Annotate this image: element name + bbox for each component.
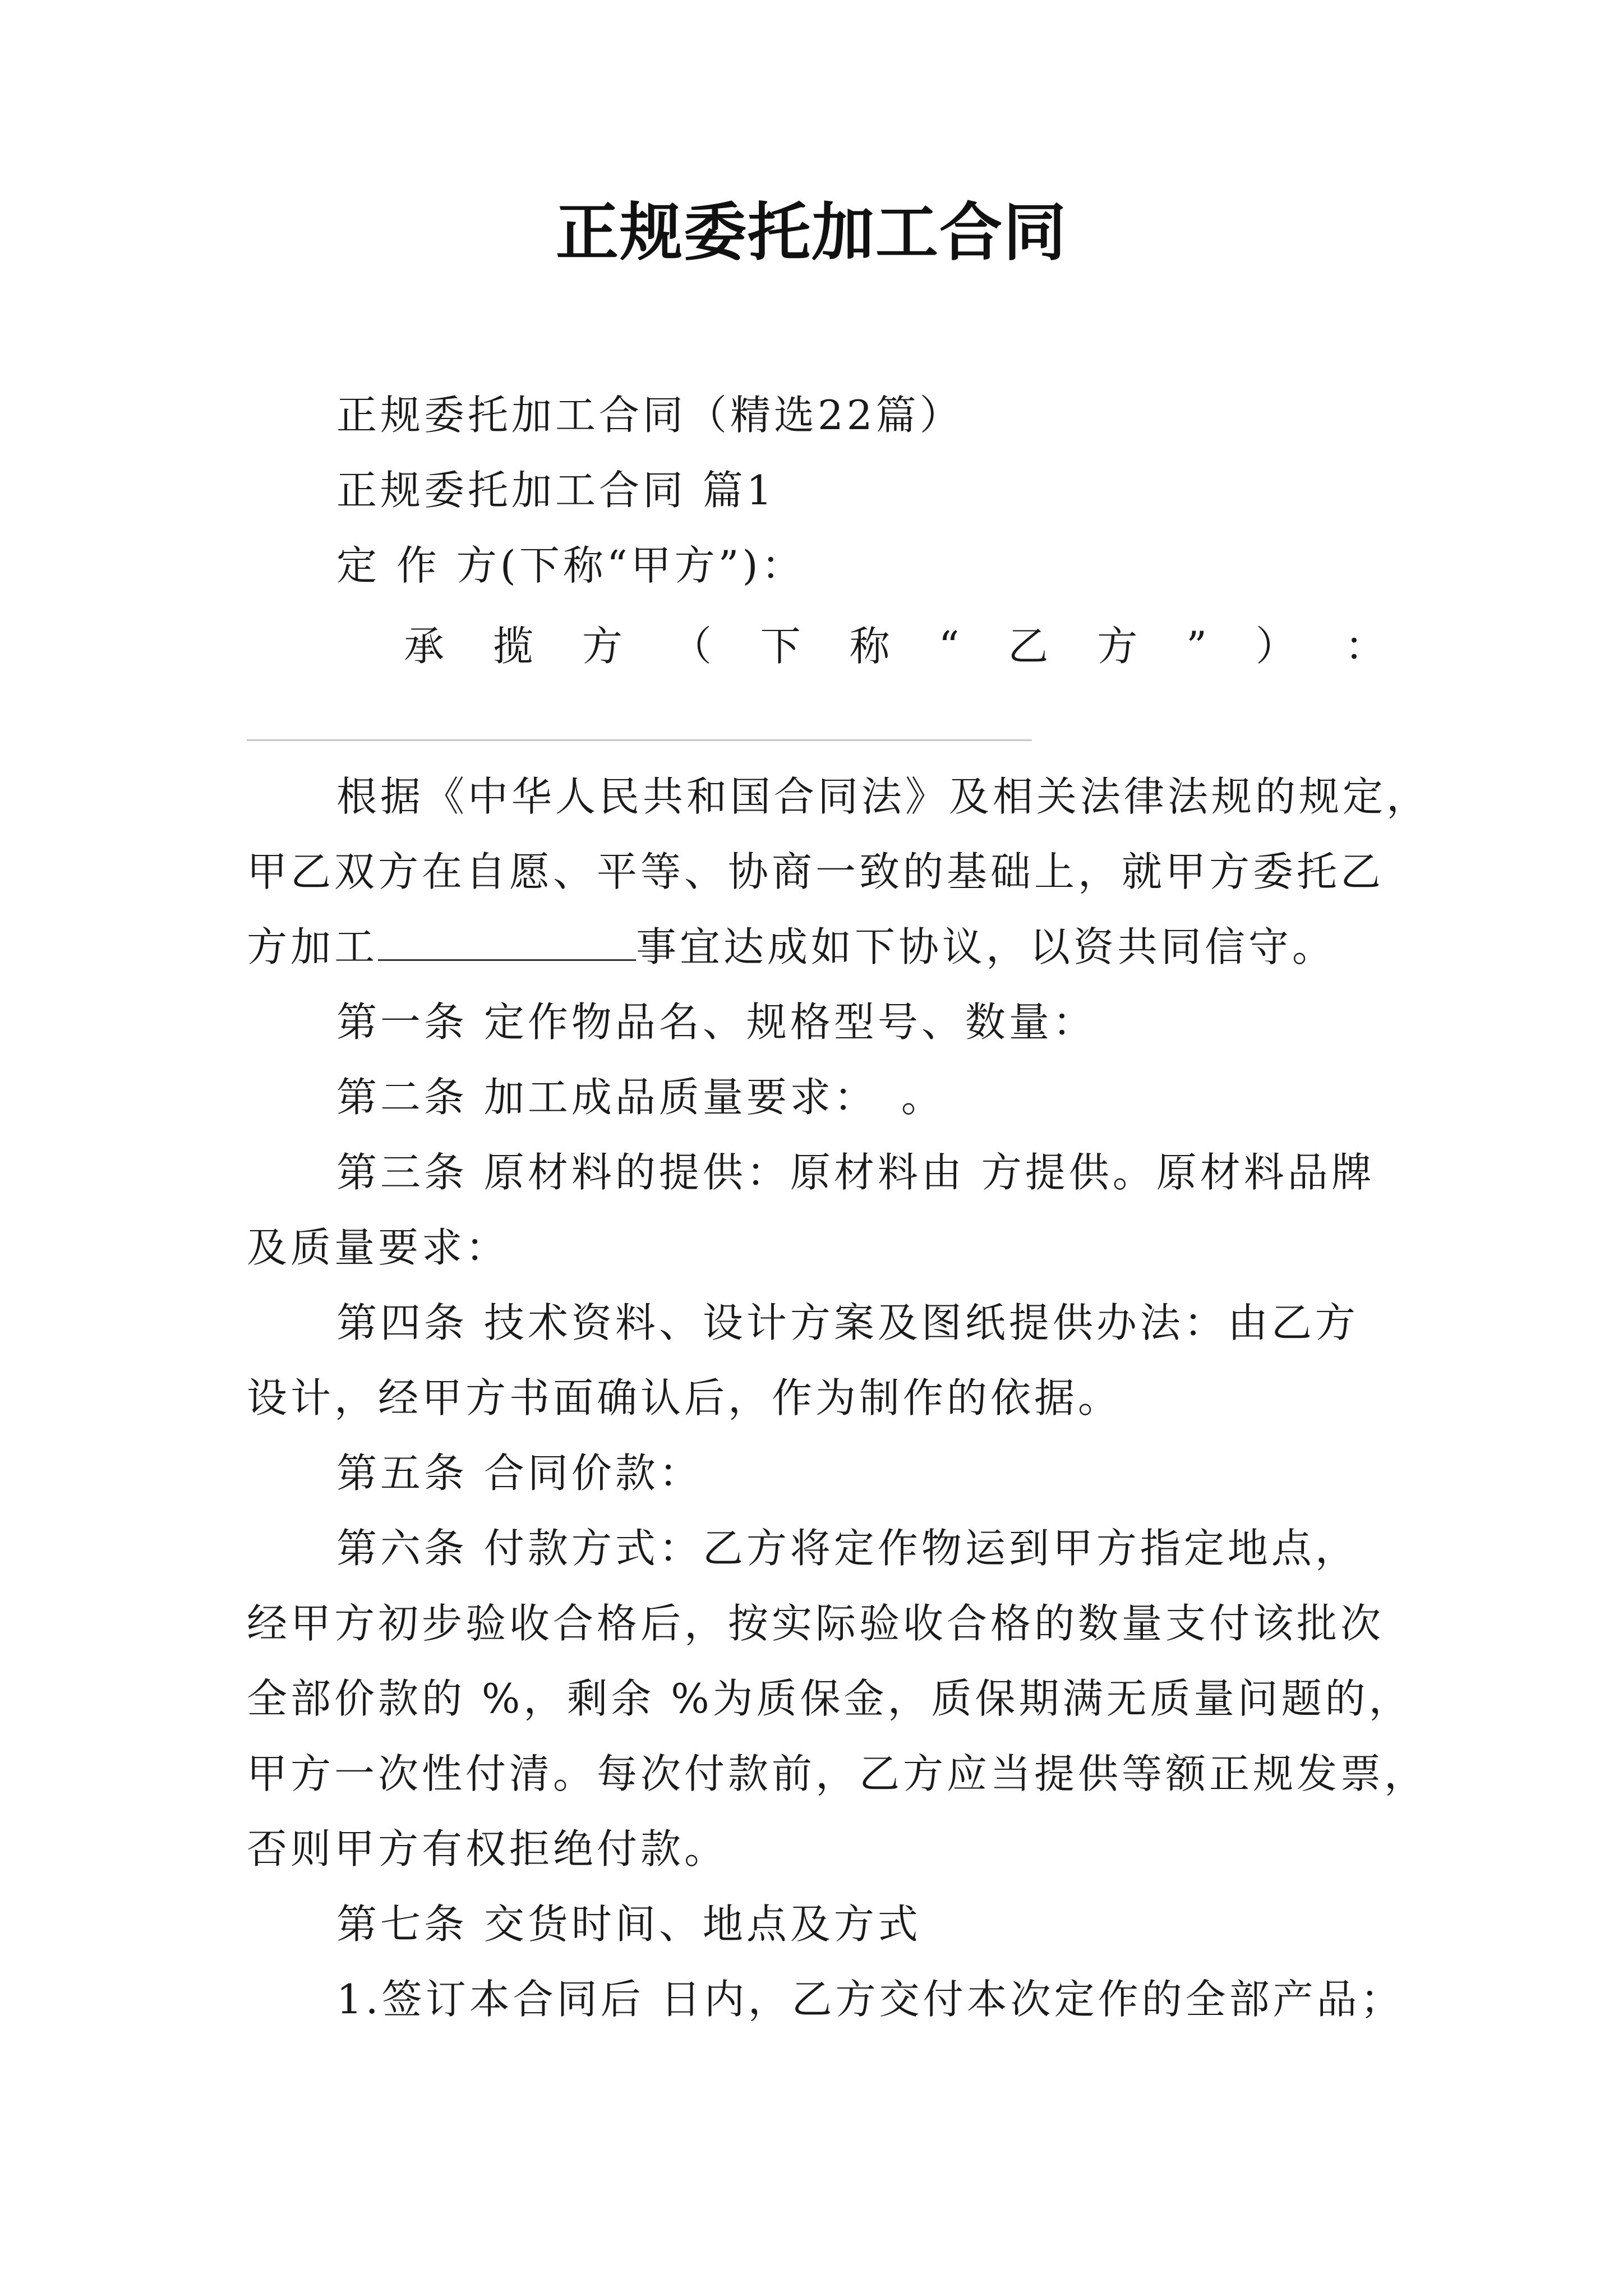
article-7: 第七条 交货时间、地点及方式 xyxy=(336,1901,921,1948)
article-4-line-2: 设计，经甲方书面确认后，作为制作的依据。 xyxy=(247,1374,1122,1421)
party-b-char: ” xyxy=(1186,623,1207,670)
preamble-line-3-end: 事宜达成如下协议，以资共同信守。 xyxy=(636,923,1336,970)
section-divider xyxy=(247,739,1032,741)
article-1: 第一条 定作物品名、规格型号、数量： xyxy=(336,999,1096,1046)
article-2: 第二条 加工成品质量要求： 。 xyxy=(336,1074,945,1121)
party-b-char: ： xyxy=(1344,623,1385,670)
article-7-item-1: 1.签订本合同后 日内，乙方交付本次定作的全部产品； xyxy=(336,1976,1404,2023)
party-b-char: 方 xyxy=(1097,623,1138,670)
document-title: 正规委托加工合同 xyxy=(556,196,1067,269)
party-b-char: 称 xyxy=(849,623,890,670)
party-b-char: 方 xyxy=(582,623,623,670)
party-b-char: “ xyxy=(938,623,960,670)
document-subtitle: 正规委托加工合同（精选22篇） xyxy=(336,392,963,439)
article-6-line-3: 全部价款的 %，剩余 %为质保金，质保期满无质量问题的， xyxy=(247,1675,1413,1722)
article-4-line-1: 第四条 技术资料、设计方案及图纸提供办法：由乙方 xyxy=(336,1299,1359,1346)
party-b-char: 揽 xyxy=(492,623,533,670)
party-a-label: 定 作 方(下称“甲方”)： xyxy=(336,542,805,589)
preamble-line-3-start: 方加工 xyxy=(247,923,379,970)
article-5: 第五条 合同价款： xyxy=(336,1450,703,1497)
article-6-line-2: 经甲方初步验收合格后，按实际验收合格的数量支付该批次 xyxy=(247,1600,1385,1647)
article-6-line-4: 甲方一次性付清。每次付款前，乙方应当提供等额正规发票， xyxy=(247,1750,1428,1797)
article-6-line-1: 第六条 付款方式：乙方将定作物运到甲方指定地点， xyxy=(336,1525,1359,1572)
party-b-char: 下 xyxy=(760,623,801,670)
party-b-char: ） xyxy=(1255,623,1296,670)
party-b-char: 乙 xyxy=(1008,623,1049,670)
article-6-line-5: 否则甲方有权拒绝付款。 xyxy=(247,1825,728,1872)
article-3-line-1: 第三条 原材料的提供：原材料由 方提供。原材料品牌 xyxy=(336,1149,1375,1196)
section-heading: 正规委托加工合同 篇1 xyxy=(336,467,776,514)
article-3-line-2: 及质量要求： xyxy=(247,1224,510,1271)
party-b-char: （ xyxy=(671,623,712,670)
party-b-char: 承 xyxy=(404,623,445,670)
preamble-line-2: 甲乙双方在自愿、平等、协商一致的基础上，就甲方委托乙 xyxy=(247,848,1385,895)
preamble-line-3 xyxy=(247,919,1336,975)
party-b-label xyxy=(247,618,1385,674)
preamble-line-1: 根据《中华人民共和国合同法》及相关法律法规的规定， xyxy=(336,773,1431,820)
fill-in-blank xyxy=(378,923,636,961)
